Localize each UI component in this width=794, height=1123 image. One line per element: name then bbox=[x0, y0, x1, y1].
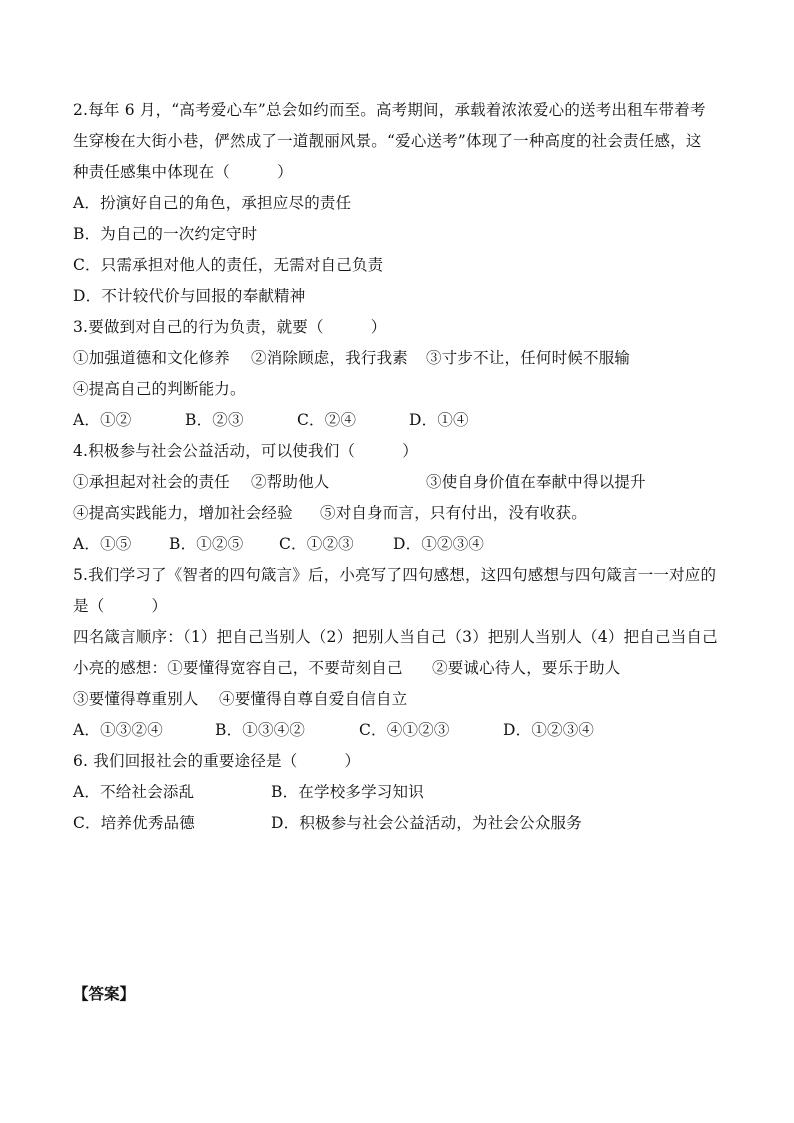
q6-option-d: D．积极参与社会公益活动，为社会公众服务 bbox=[271, 814, 582, 832]
q4-statements-row-2 bbox=[73, 498, 729, 529]
q3-option-c: C．②④ bbox=[297, 411, 357, 429]
q5-option-b: B．①③④② bbox=[215, 721, 306, 739]
q2-stem-line-3: 种责任感集中体现在（ ） bbox=[73, 163, 293, 181]
q3-options bbox=[73, 405, 729, 436]
q5-statement-2: ②要诚心待人，要乐于助人 bbox=[432, 659, 621, 677]
q3-stem: 3.要做到对自己的行为负责，就要（ ） bbox=[73, 318, 387, 336]
q5-option-c: C．④①②③ bbox=[359, 721, 450, 739]
q5-order-line: 四名箴言顺序：（1）把自己当别人（2）把别人当自己（3）把别人当别人（4）把自己当自己 bbox=[73, 628, 718, 646]
q4-statement-2: ②帮助他人 bbox=[251, 473, 330, 491]
q6-stem: 6. 我们回报社会的重要途径是（ ） bbox=[73, 752, 361, 770]
q2-option-a: A．扮演好自己的角色，承担应尽的责任 bbox=[73, 194, 352, 212]
q3-statements-row-1 bbox=[73, 343, 729, 374]
q3-statement-4: ④提高自己的判断能力。 bbox=[73, 380, 246, 398]
q4-stem: 4.积极参与社会公益活动，可以使我们（ ） bbox=[73, 442, 418, 460]
q6-option-a: A．不给社会添乱 bbox=[73, 783, 195, 801]
q6-options-row-1 bbox=[73, 777, 729, 808]
q3-statement-3: ③寸步不让，任何时候不服输 bbox=[426, 349, 631, 367]
q3-statement-2: ②消除顾虑，我行我素 bbox=[251, 349, 409, 367]
q4-option-a: A．①⑤ bbox=[73, 535, 132, 553]
q5-stem-line-1: 5.我们学习了《智者的四句箴言》后，小亮写了四句感想，这四句感想与四句箴言一一对应的 bbox=[73, 566, 717, 584]
q2-stem-line-2: 生穿梭在大街小巷，俨然成了一道靓丽风景。“爱心送考”体现了一种高度的社会责任感，这 bbox=[73, 132, 702, 150]
q4-option-b: B．①②⑤ bbox=[169, 535, 244, 553]
q5-option-d: D．①②③④ bbox=[503, 721, 595, 739]
q5-statement-1: 小亮的感想：①要懂得宽容自己，不要苛刻自己 bbox=[73, 659, 403, 677]
q5-statement-3: ③要懂得尊重别人 bbox=[73, 690, 199, 708]
q5-stem-line-2: 是（ ） bbox=[73, 597, 168, 615]
q4-statement-1: ①承担起对社会的责任 bbox=[73, 473, 231, 491]
answer-heading: 【答案】 bbox=[73, 985, 136, 1003]
q4-option-d: D．①②③④ bbox=[393, 535, 485, 553]
q5-statements-row-1 bbox=[73, 653, 729, 684]
q3-option-b: B．②③ bbox=[185, 411, 244, 429]
q4-option-c: C．①②③ bbox=[279, 535, 354, 553]
q5-options bbox=[73, 715, 729, 746]
q2-stem-line-1: 2.每年 6 月，“高考爱心车”总会如约而至。高考期间，承载着浓浓爱心的送考出租车带着考 bbox=[73, 101, 706, 119]
q4-statements-row-1 bbox=[73, 467, 729, 498]
q3-option-a: A．①② bbox=[73, 411, 132, 429]
q4-statement-4: ④提高实践能力，增加社会经验 bbox=[73, 504, 293, 522]
q2-option-c: C．只需承担对他人的责任，无需对自己负责 bbox=[73, 256, 384, 274]
q2-option-d: D．不计较代价与回报的奉献精神 bbox=[73, 287, 306, 305]
q5-option-a: A．①③②④ bbox=[73, 721, 163, 739]
q4-statement-3: ③使自身价值在奉献中得以提升 bbox=[426, 473, 646, 491]
q6-option-c: C．培养优秀品德 bbox=[73, 814, 195, 832]
q3-statement-1: ①加强道德和文化修养 bbox=[73, 349, 231, 367]
q6-options-row-2 bbox=[73, 808, 729, 839]
q2-option-b: B．为自己的一次约定守时 bbox=[73, 225, 258, 243]
q6-option-b: B．在学校多学习知识 bbox=[271, 783, 424, 801]
q5-statement-4: ④要懂得自尊自爱自信自立 bbox=[219, 690, 408, 708]
q4-statement-5: ⑤对自身而言，只有付出，没有收获。 bbox=[320, 504, 587, 522]
question-list bbox=[73, 95, 729, 839]
q4-options bbox=[73, 529, 729, 560]
q3-option-d: D．①④ bbox=[409, 411, 469, 429]
q5-statements-row-2 bbox=[73, 684, 729, 715]
